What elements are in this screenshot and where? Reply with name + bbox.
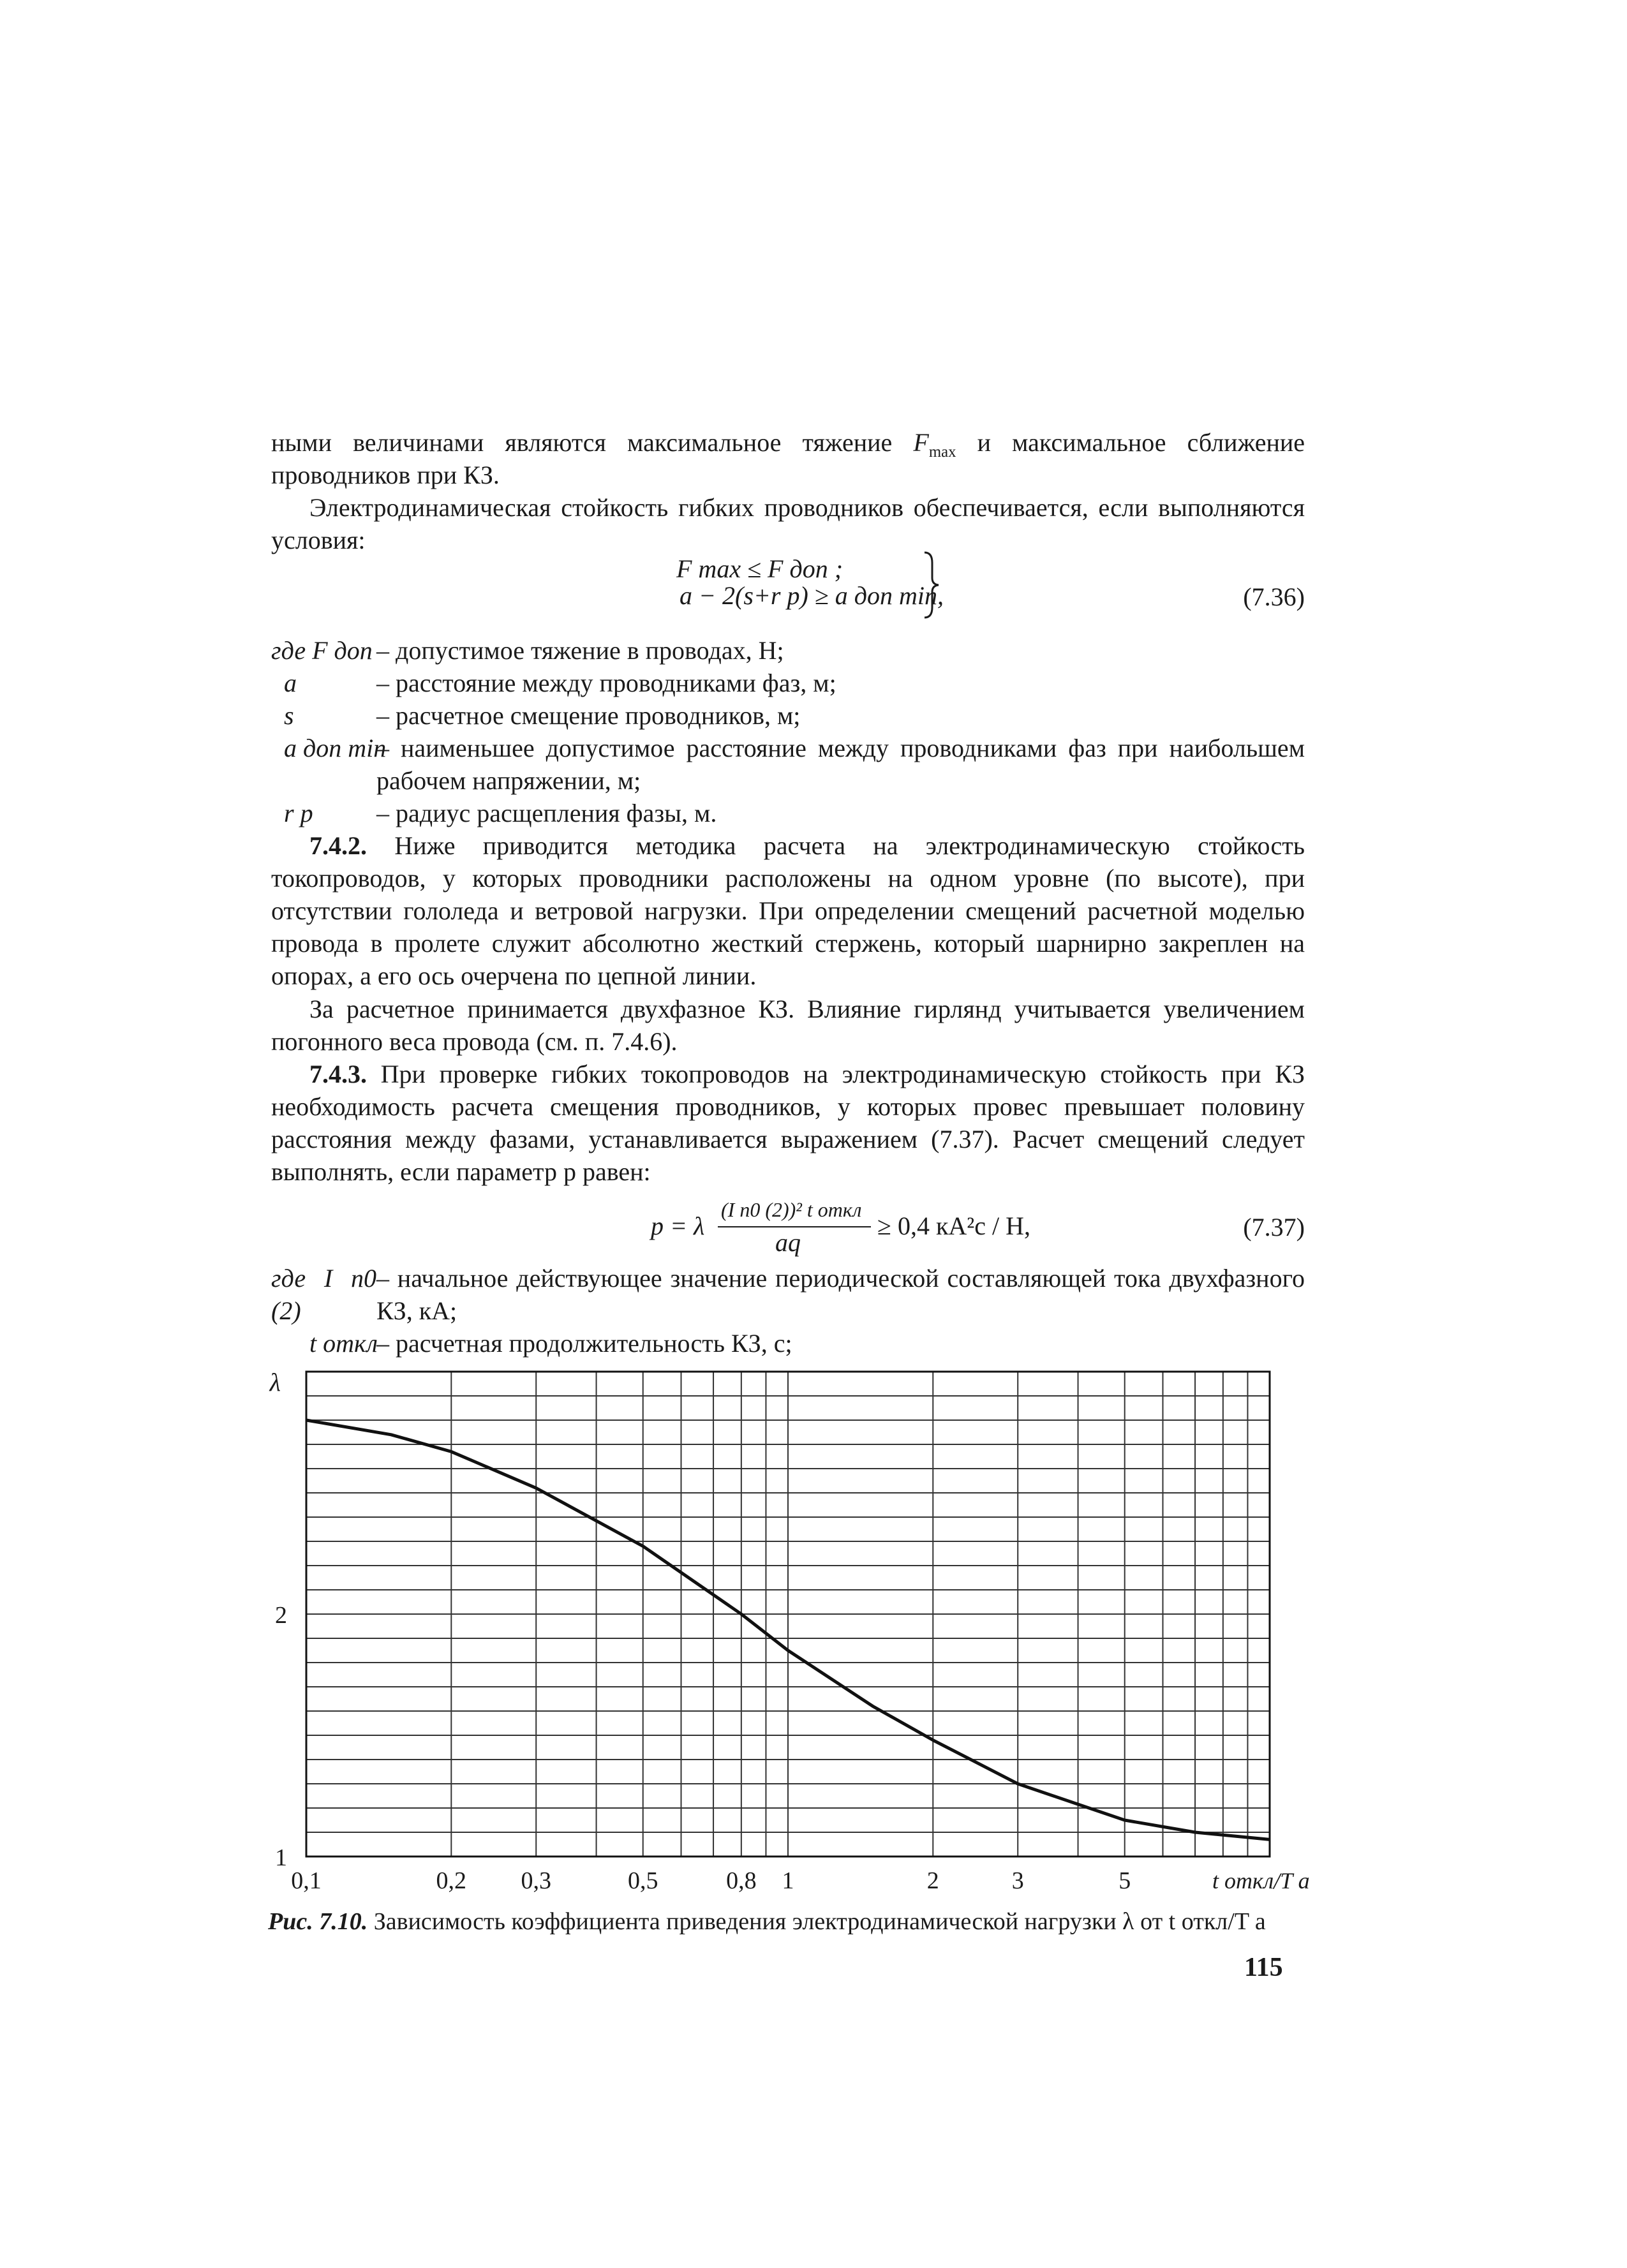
- x-tick-label: 0,8: [726, 1867, 757, 1894]
- definition-item: [271, 797, 1305, 829]
- def-text: – расчетная продолжительность КЗ, с;: [376, 1329, 792, 1358]
- p2-text: Электродинамическая стойкость гибких проводников обеспечивается, если выполняются условия:: [271, 493, 1305, 554]
- def-text: – допустимое тяжение в проводах, Н;: [376, 636, 784, 665]
- caption-label: Рис. 7.10.: [268, 1908, 368, 1935]
- p1-sub: max: [928, 443, 956, 461]
- f736-line2: a − 2(s+r p) ≥ a доп min,: [680, 581, 944, 610]
- definition-item: [271, 1327, 1305, 1360]
- paragraph-1: [271, 426, 1305, 491]
- formula-7-36: [271, 550, 1305, 633]
- p4-text: За расчетное принимается двухфазное КЗ. Влияние гирлянд учитывается увеличением погонного веса провода (см. п. 7.4.6).: [271, 995, 1305, 1056]
- def-symbol: s: [284, 701, 294, 730]
- definition-item: [271, 1262, 1305, 1327]
- definition-item: [271, 634, 1305, 667]
- def-text: – расчетное смещение проводников, м;: [376, 701, 801, 730]
- definition-item: [271, 732, 1305, 797]
- f737-left: p = λ: [651, 1212, 705, 1240]
- chart-svg: [246, 1359, 1343, 1895]
- definitions-1: [271, 634, 1305, 829]
- p1-text: ными величинами являются максимальное тяжение: [271, 428, 914, 457]
- x-tick-label: 5: [1118, 1867, 1131, 1894]
- x-tick-label: 3: [1011, 1867, 1024, 1894]
- def-text: – наименьшее допустимое расстояние между проводниками фаз при наибольшем рабочем напряжении, м;: [376, 734, 1305, 795]
- y-tick-label: 2: [275, 1602, 287, 1629]
- definitions-2: [271, 1262, 1305, 1360]
- def-text: – расстояние между проводниками фаз, м;: [376, 669, 836, 697]
- def-symbol: где F доп: [271, 636, 373, 665]
- figure-caption: [268, 1908, 1266, 1936]
- x-tick-label: 0,3: [521, 1867, 551, 1894]
- p3-number: 7.4.2.: [309, 831, 367, 860]
- x-tick-label: 0,5: [627, 1867, 658, 1894]
- y-tick-label: 1: [275, 1844, 287, 1871]
- def-text: – начальное действующее значение периодической составляющей тока двухфазного КЗ, кА;: [376, 1264, 1305, 1325]
- page-number: 115: [1244, 1953, 1283, 1982]
- caption-text: Зависимость коэффициента приведения электродинамической нагрузки λ от t откл/T a: [368, 1908, 1266, 1935]
- f737-denominator: aq: [775, 1228, 801, 1257]
- x-tick-label: 2: [926, 1867, 939, 1894]
- x-tick-label: 0,1: [291, 1867, 322, 1894]
- def-text: – радиус расщепления фазы, м.: [376, 799, 717, 827]
- p1-symbol: F: [913, 428, 929, 457]
- x-tick-label: 1: [782, 1867, 794, 1894]
- paragraph-3: [271, 829, 1305, 992]
- def-symbol: a доп min: [284, 734, 387, 762]
- f737-right: ≥ 0,4 кА²с / Н,: [877, 1212, 1031, 1240]
- fraction-bar: [718, 1226, 871, 1227]
- right-brace: [922, 550, 941, 620]
- p5-number: 7.4.3.: [309, 1060, 367, 1088]
- y-axis-label: λ: [269, 1368, 281, 1397]
- def-symbol: t откл: [309, 1329, 378, 1358]
- paragraph-4: [271, 993, 1305, 1058]
- p3-text: Ниже приводится методика расчета на электродинамическую стойкость токопроводов, у которых проводники расположены на одном уровне (по высоте), при отсутствии гололеда и ветровой нагрузки. При определении смещений расчетной моделью провода в пролете служит абсолютно жесткий стержень, который шарнирно закреплен на опорах, а его ось очерчена по цепной линии.: [271, 831, 1305, 990]
- def-symbol: r p: [284, 799, 313, 827]
- f737-numerator: (I п0 (2))² t откл: [721, 1198, 862, 1221]
- f736-line1: F max ≤ F доп ;: [676, 554, 843, 583]
- paragraph-2: [271, 491, 1305, 556]
- f737-number: (7.37): [1243, 1213, 1305, 1241]
- paragraph-5: [271, 1058, 1305, 1188]
- definition-item: [271, 699, 1305, 732]
- p5-text: При проверке гибких токопроводов на электродинамическую стойкость при КЗ необходимость расчета смещения проводников, у которых провес превышает половину расстояния между фазами, устанавливается выражением (7.37). Расчет смещений следует выполнять, если параметр p равен:: [271, 1060, 1305, 1186]
- definition-item: [271, 667, 1305, 699]
- formula-7-37: [271, 1193, 1305, 1263]
- f736-number: (7.36): [1243, 582, 1305, 611]
- def-symbol: a: [284, 669, 297, 697]
- p1-end: и максимальное сближение проводников при КЗ.: [271, 428, 1305, 489]
- chart-lambda: [246, 1359, 1343, 1895]
- def-symbol: где I п0 (2): [271, 1264, 376, 1325]
- x-tick-label: 0,2: [436, 1867, 467, 1894]
- x-axis-label: t откл/T a: [1212, 1868, 1310, 1894]
